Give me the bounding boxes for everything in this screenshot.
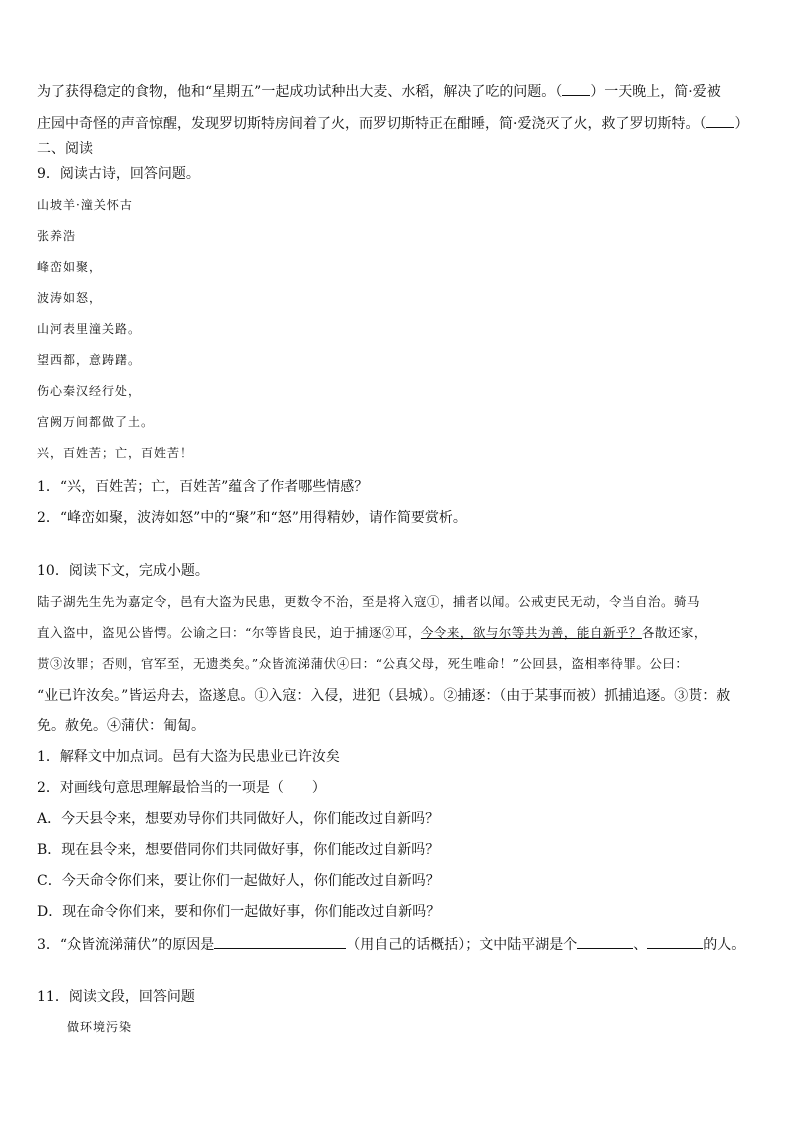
poem-line: 山河表里潼关路。 — [37, 322, 142, 336]
classical-text-line — [37, 623, 757, 643]
underlined-sentence: 今令来，欲与尔等共为善，能自新乎？ — [420, 625, 642, 640]
poem-line: 宫阙万间都做了土。 — [37, 415, 155, 429]
section-heading: 二、阅读 — [37, 141, 93, 157]
classical-text-line: 免。赦免。④蒲伏：匍匐。 — [37, 718, 205, 734]
q10-sub2: 2．对画线句意思理解最恰当的一项是（ ） — [37, 780, 326, 796]
passage-title: 做环境污染 — [67, 1020, 133, 1034]
option-c: C．今天命令你们来，要让你们一起做好人，你们能改过自新吗？ — [37, 873, 440, 889]
q10-sub1: 1．解释文中加点词。邑有大盗为民患业已许汝矣 — [37, 749, 340, 765]
text-segment: 直入盗中，盗见公皆愕。公谕之曰：“尔等皆良民，迫于捕逐②耳， — [37, 625, 421, 640]
sub3-text-d: 的人。 — [703, 937, 746, 953]
answer-blank-3 — [214, 934, 346, 949]
classical-text-line: 陆子湖先生先为嘉定令，邑有大盗为民患，更数令不治，至是将入寇①，捕者以闻。公戒吏民无动，令当自治。骑马 — [37, 594, 701, 609]
poem-line: 望西都，意踌躇。 — [37, 353, 142, 367]
option-d: D．现在命令你们来，要和你们一起做好事，你们能改过自新吗？ — [37, 904, 441, 920]
line1-text-b: ）一天晚上，简·爱被 — [590, 84, 721, 100]
option-b: B．现在县令来，想要借同你们共同做好事，你们能改过自新吗？ — [37, 842, 440, 858]
line1-text-a: 为了获得稳定的食物，他和“星期五”一起成功试种出大麦、水稻，解决了吃的问题。（ — [37, 84, 563, 100]
line2-text-b: ） — [734, 116, 749, 132]
option-a: A．今天县令来，想要劝导你们共同做好人，你们能改过自新吗？ — [37, 811, 440, 827]
sub3-text-c: 、 — [633, 937, 648, 953]
q10-sub3 — [37, 934, 757, 955]
answer-blank-4 — [577, 934, 633, 949]
classical-text-line: “业已许汝矣。”皆运舟去，盗遂息。①入寇：入侵，进犯（县城）。②捕逐：（由于某事而被）抓捕追逐。③贳：赦 — [37, 688, 731, 704]
q9-heading: 9．阅读古诗，回答问题。 — [37, 166, 200, 182]
q9-sub2: 2．“峰峦如聚，波涛如怒”中的“聚”和“怒”用得精妙，请作简要赏析。 — [37, 510, 467, 526]
answer-blank-1 — [562, 81, 590, 96]
answer-blank-5 — [647, 934, 703, 949]
poem-author: 张养浩 — [37, 229, 77, 243]
q9-sub1: 1．“兴，百姓苦；亡，百姓苦”蕴含了作者哪些情感？ — [37, 479, 369, 495]
poem-line: 兴，百姓苦；亡，百姓苦！ — [37, 446, 194, 460]
answer-line-2 — [37, 113, 757, 134]
poem-line: 波涛如怒， — [37, 291, 103, 305]
sub3-text-a: 3．“众皆流涕蒲伏”的原因是 — [37, 937, 215, 953]
text-segment: 各散还家， — [641, 625, 707, 640]
answer-blank-2 — [706, 113, 734, 128]
answer-line-1 — [37, 81, 757, 102]
q11-heading: 11．阅读文段，回答问题 — [37, 989, 195, 1005]
q10-heading: 10．阅读下文，完成小题。 — [37, 563, 209, 579]
poem-line: 峰峦如聚， — [37, 260, 103, 274]
poem-title: 山坡羊·潼关怀古 — [37, 198, 133, 212]
classical-text-line: 贳③汝罪；否则，官军至，无遗类矣。”众皆流涕蒲伏④曰：“公真父母，死生唯命！”公回县，盗相率待罪。公曰： — [37, 656, 689, 671]
poem-line: 伤心秦汉经行处， — [37, 384, 142, 398]
sub3-text-b: （用自己的话概括）；文中陆平湖是个 — [346, 937, 578, 953]
line2-text-a: 庄园中奇怪的声音惊醒，发现罗切斯特房间着了火，而罗切斯特正在酣睡，简·爱浇灭了火，救了罗切斯特。（ — [37, 116, 707, 132]
